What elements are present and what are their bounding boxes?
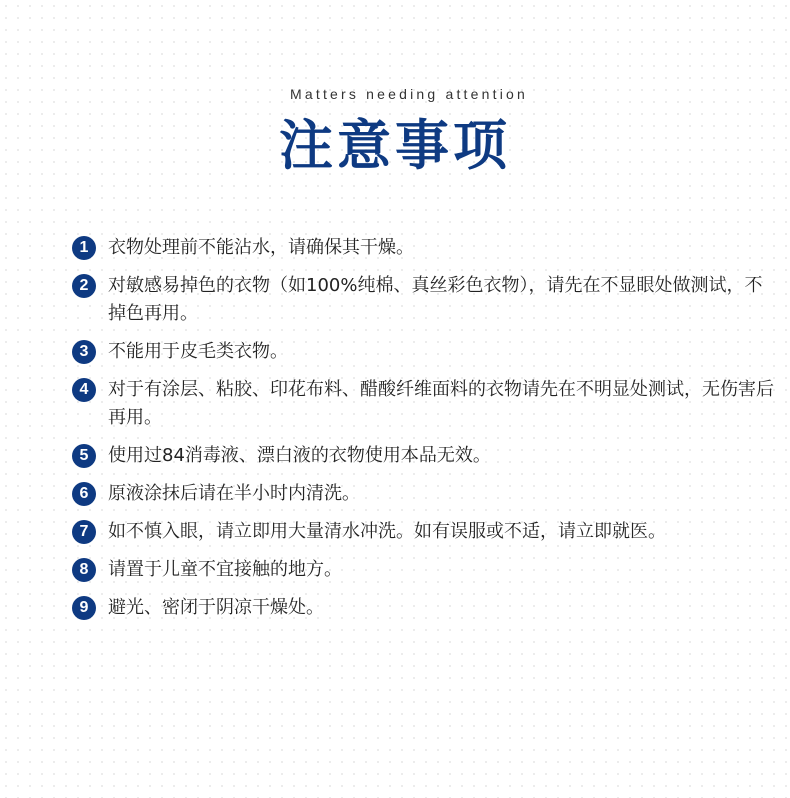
note-text: 请置于儿童不宜接触的地方。	[108, 559, 342, 580]
number-badge: 6	[72, 482, 96, 506]
list-item	[72, 442, 784, 470]
header	[0, 86, 790, 180]
notes-list	[72, 234, 784, 632]
number-badge: 5	[72, 444, 96, 468]
list-item	[72, 594, 784, 622]
page-subtitle: Matters needing attention	[290, 86, 528, 102]
number-badge: 2	[72, 274, 96, 298]
number-badge: 9	[72, 596, 96, 620]
list-item	[72, 272, 784, 328]
page-title: 注意事项	[279, 113, 511, 177]
note-text: 使用过84消毒液、漂白液的衣物使用本品无效。	[108, 445, 491, 466]
number-badge: 3	[72, 340, 96, 364]
number-badge: 7	[72, 520, 96, 544]
number-badge: 4	[72, 378, 96, 402]
note-text: 如不慎入眼，请立即用大量清水冲洗。如有误服或不适，请立即就医。	[108, 521, 666, 542]
list-item	[72, 556, 784, 584]
list-item	[72, 234, 784, 262]
note-text: 原液涂抹后请在半小时内清洗。	[108, 483, 360, 504]
note-text: 避光、密闭于阴凉干燥处。	[108, 597, 324, 618]
note-text: 不能用于皮毛类衣物。	[108, 341, 288, 362]
number-badge: 1	[72, 236, 96, 260]
note-text: 对敏感易掉色的衣物（如100%纯棉、真丝彩色衣物），请先在不显眼处做测试，不掉色再用。	[108, 275, 763, 324]
list-item	[72, 376, 784, 432]
list-item	[72, 480, 784, 508]
note-text: 衣物处理前不能沾水，请确保其干燥。	[108, 237, 414, 258]
note-text: 对于有涂层、粘胶、印花布料、醋酸纤维面料的衣物请先在不明显处测试，无伤害后再用。	[108, 379, 774, 428]
number-badge: 8	[72, 558, 96, 582]
list-item	[72, 338, 784, 366]
list-item	[72, 518, 784, 546]
